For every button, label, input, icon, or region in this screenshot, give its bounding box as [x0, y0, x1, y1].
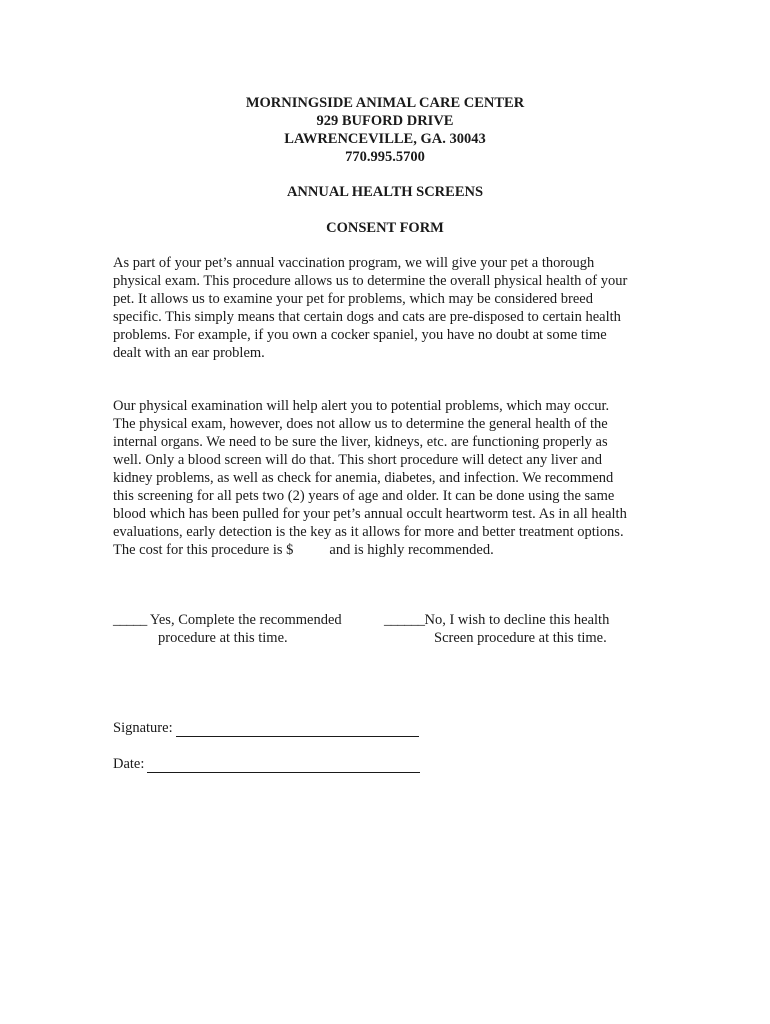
paragraph-line: evaluations, early detection is the key as it allows for more and better treatment options.: [113, 524, 624, 540]
paragraph-line: problems. For example, if you own a cocker spaniel, you have no doubt at some time: [113, 327, 607, 343]
paragraph-line: pet. It allows us to examine your pet for problems, which may be considered breed: [113, 291, 593, 307]
clinic-city: LAWRENCEVILLE, GA. 30043: [284, 131, 486, 147]
clinic-name: MORNINGSIDE ANIMAL CARE CENTER: [245, 95, 525, 111]
decline-label-line2: Screen procedure at this time.: [434, 630, 607, 646]
decline-label-line1: No, I wish to decline this health: [424, 612, 610, 628]
signature-label: Signature:: [113, 720, 173, 736]
paragraph-line: dealt with an ear problem.: [113, 345, 265, 361]
paragraph-line: kidney problems, as well as check for anemia, diabetes, and infection. We recommend: [113, 470, 614, 486]
paragraph-line: specific. This simply means that certain dogs and cats are pre-disposed to certain health: [113, 309, 621, 325]
accept-checkbox-blank[interactable]: _____: [113, 612, 147, 628]
paragraph-line: this screening for all pets two (2) years of age and older. It can be done using the same: [113, 488, 615, 504]
clinic-header: [0, 94, 770, 166]
cost-line-after: and is highly recommended.: [329, 542, 494, 558]
form-subtitle: CONSENT FORM: [326, 220, 444, 236]
exam-paragraph: [113, 397, 673, 559]
choice-accept: [113, 611, 342, 647]
cost-line: [113, 541, 673, 559]
signature-line[interactable]: [176, 722, 419, 737]
intro-paragraph: [113, 254, 673, 362]
accept-label-line2: procedure at this time.: [158, 630, 288, 646]
date-line[interactable]: [147, 758, 420, 773]
paragraph-line: well. Only a blood screen will do that. This short procedure will detect any liver and: [113, 452, 602, 468]
paragraph-line: blood which has been pulled for your pet’s annual occult heartworm test. As in all health: [113, 506, 627, 522]
paragraph-line: Our physical examination will help alert you to potential problems, which may occur.: [113, 398, 610, 414]
signature-field: [113, 719, 419, 737]
paragraph-line: As part of your pet’s annual vaccination program, we will give your pet a thorough: [113, 255, 595, 271]
date-label: Date:: [113, 756, 145, 772]
clinic-phone: 770.995.5700: [345, 149, 425, 165]
choice-decline: [384, 611, 609, 647]
decline-checkbox-blank[interactable]: ______: [384, 612, 425, 628]
form-title: ANNUAL HEALTH SCREENS: [286, 184, 484, 200]
paragraph-line: physical exam. This procedure allows us to determine the overall physical health of your: [113, 273, 628, 289]
clinic-street: 929 BUFORD DRIVE: [316, 113, 454, 129]
paragraph-line: The physical exam, however, does not allow us to determine the general health of the: [113, 416, 608, 432]
paragraph-line: internal organs. We need to be sure the liver, kidneys, etc. are functioning properly as: [113, 434, 608, 450]
cost-line-before: The cost for this procedure is $: [113, 542, 294, 558]
accept-label-line1: Yes, Complete the recommended: [149, 612, 342, 628]
date-field: [113, 755, 420, 773]
